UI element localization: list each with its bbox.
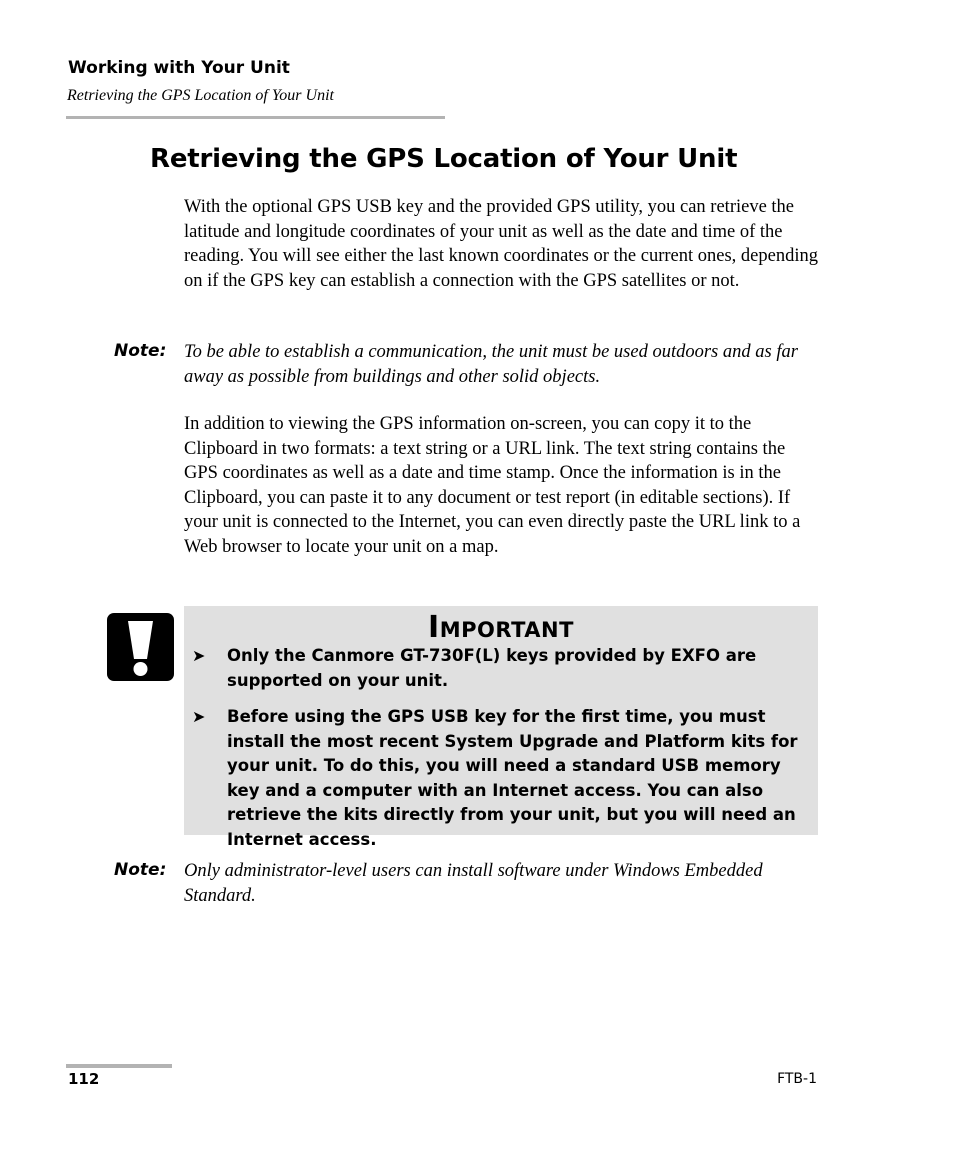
running-header-chapter: Working with Your Unit [68,58,290,78]
arrow-bullet-icon: ➤ [192,646,206,665]
exclamation-icon [107,613,174,681]
footer-rule [66,1064,172,1068]
important-item [192,644,814,693]
body-paragraph-intro: With the optional GPS USB key and the provided GPS utility, you can retrieve the latitude and longitude coordinates of your unit as well as the date and time of the reading. You will see either the last known coordinates or the current ones, depending on if the GPS key can establish a connection with the GPS satellites or not. [184,197,818,291]
note-label: Note: [114,341,167,361]
important-item-text: Only the Canmore GT-730F(L) keys provided by EXFO are supported on your unit. [227,646,757,690]
note-text-outdoors: To be able to establish a communication, the unit must be used outdoors and as far away as possible from buildings and other solid objects. [184,342,798,387]
important-item-text: Before using the GPS USB key for the first time, you must install the most recent System Upgrade and Platform kits for your unit. To do this, you will need a standard USB memory key and a computer with an Internet access. You can also retrieve the kits directly from your unit, but you will need an Internet access. [227,707,798,849]
section-heading: Retrieving the GPS Location of Your Unit [150,144,738,174]
arrow-bullet-icon: ➤ [192,707,206,726]
note-text-administrator: Only administrator-level users can install software under Windows Embedded Standard. [184,861,763,906]
important-title: Important [428,610,574,645]
body-paragraph-clipboard: In addition to viewing the GPS information on-screen, you can copy it to the Clipboard in two formats: a text string or a URL link. The text string contains the GPS coordinates as well as a date and time stamp. Once the information is in the Clipboard, you can paste it to any document or test report (in editable sections). If your unit is connected to the Internet, you can even directly paste the URL link to a Web browser to locate your unit on a map. [184,414,801,557]
page-number: 112 [68,1070,100,1088]
header-rule [66,116,445,119]
important-callout [184,606,818,849]
important-item [192,705,814,852]
product-code: FTB-1 [777,1071,817,1087]
note-label: Note: [114,860,167,880]
running-header-section: Retrieving the GPS Location of Your Unit [67,87,334,104]
